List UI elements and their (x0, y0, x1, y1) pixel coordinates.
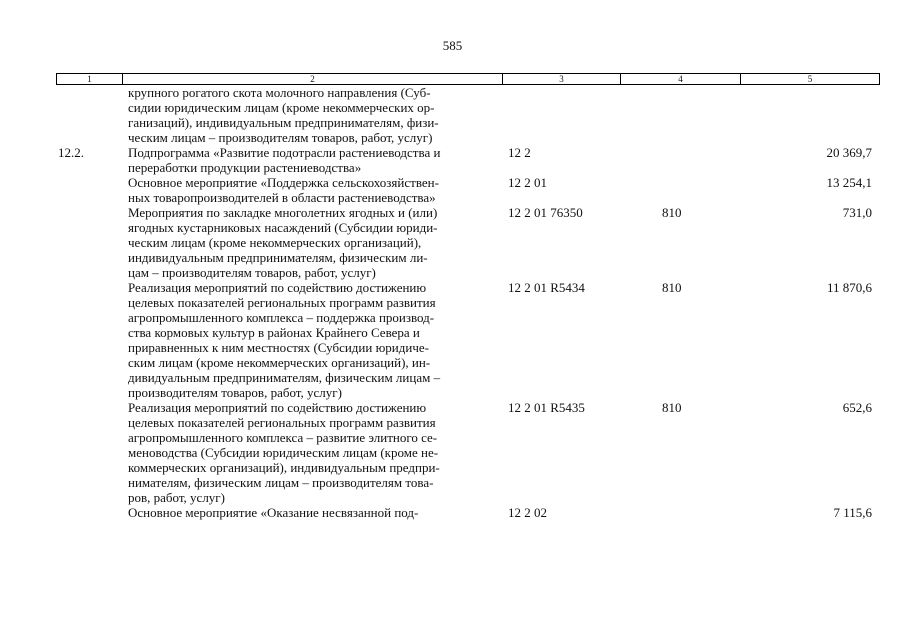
table-row (56, 85, 880, 145)
description-line: Подпрограмма «Развитие подотрасли растениеводства и (128, 145, 441, 160)
row-code: 12 2 01 R5435 (508, 400, 585, 415)
row-description (122, 505, 502, 520)
description-line: целевых показателей региональных программ развития (128, 415, 436, 430)
description-line: Реализация мероприятий по содействию достижению (128, 400, 427, 415)
row-code: 12 2 (508, 145, 531, 160)
table-row (56, 145, 880, 175)
row-number (56, 175, 122, 205)
table-row (56, 175, 880, 205)
description-line: Мероприятия по закладке многолетних ягодных и (или) (128, 205, 438, 220)
row-number (56, 505, 122, 520)
table-row (56, 280, 880, 400)
row-expense-type (620, 145, 740, 175)
header-col-2: 2 (123, 74, 503, 84)
description-line: цам – производителям товаров, работ, услуг) (128, 265, 376, 280)
description-line: ягодных кустарниковых насаждений (Субсидии юриди- (128, 220, 438, 235)
header-col-4: 4 (621, 74, 741, 84)
description-line: агропромышленного комплекса – развитие элитного се- (128, 430, 438, 445)
row-number (56, 280, 122, 400)
row-description (122, 145, 502, 175)
table-body (56, 85, 880, 520)
row-number (56, 205, 122, 280)
description-line: коммерческих организаций), индивидуальным предпри- (128, 460, 440, 475)
description-line: ческим лицам (кроме некоммерческих организаций), (128, 235, 422, 250)
row-code: 12 2 01 R5434 (508, 280, 585, 295)
row-description (122, 85, 502, 145)
row-expense-type: 810 (662, 400, 682, 415)
description-line: ров, работ, услуг) (128, 490, 225, 505)
row-description (122, 400, 502, 505)
table-row (56, 205, 880, 280)
row-description (122, 175, 502, 205)
row-number: 12.2. (58, 145, 84, 160)
description-line: переработки продукции растениеводства» (128, 160, 362, 175)
description-line: сидии юридическим лицам (кроме некоммерческих ор- (128, 100, 435, 115)
row-expense-type (620, 175, 740, 205)
description-line: ганизаций), индивидуальным предпринимателям, физи- (128, 115, 439, 130)
table-header (56, 73, 880, 85)
row-expense-type: 810 (662, 280, 682, 295)
description-line: целевых показателей региональных программ развития (128, 295, 436, 310)
description-line: ных товаропроизводителей в области растениеводства» (128, 190, 436, 205)
page-number: 585 (442, 38, 463, 53)
budget-table (56, 73, 880, 520)
description-line: крупного рогатого скота молочного направления (Суб- (128, 85, 431, 100)
row-number (56, 400, 122, 505)
row-amount: 731,0 (842, 205, 872, 220)
description-line: ским лицам (кроме некоммерческих организаций), ин- (128, 355, 431, 370)
row-amount: 13 254,1 (826, 175, 872, 190)
description-line: приравненных к ним местностях (Субсидии юридиче- (128, 340, 429, 355)
row-amount: 652,6 (842, 400, 872, 415)
description-line: агропромышленного комплекса – поддержка производ- (128, 310, 435, 325)
row-expense-type (620, 505, 740, 520)
row-expense-type: 810 (662, 205, 682, 220)
description-line: Основное мероприятие «Поддержка сельскохозяйствен- (128, 175, 439, 190)
header-col-5: 5 (807, 74, 813, 84)
row-description (122, 205, 502, 280)
description-line: Основное мероприятие «Оказание несвязанной под- (128, 505, 419, 520)
description-line: ческим лицам – производителям товаров, работ, услуг) (128, 130, 433, 145)
header-col-3: 3 (503, 74, 621, 84)
description-line: индивидуальным предпринимателям, физическим ли- (128, 250, 428, 265)
row-amount: 7 115,6 (833, 505, 872, 520)
row-amount: 20 369,7 (826, 145, 872, 160)
row-number (56, 85, 122, 145)
row-amount (740, 85, 878, 145)
row-amount: 11 870,6 (826, 280, 872, 295)
table-row (56, 505, 880, 520)
row-code: 12 2 01 76350 (508, 205, 583, 220)
row-code: 12 2 02 (508, 505, 547, 520)
description-line: нимателям, физическим лицам – производителям това- (128, 475, 434, 490)
row-code: 12 2 01 (508, 175, 547, 190)
table-row (56, 400, 880, 505)
description-line: меноводства (Субсидии юридическим лицам (кроме не- (128, 445, 439, 460)
description-line: производителям товаров, работ, услуг) (128, 385, 342, 400)
row-code (502, 85, 620, 145)
row-description (122, 280, 502, 400)
row-expense-type (620, 85, 740, 145)
description-line: Реализация мероприятий по содействию достижению (128, 280, 427, 295)
header-col-1: 1 (57, 74, 123, 84)
description-line: дивидуальным предпринимателям, физическим лицам – (128, 370, 441, 385)
description-line: ства кормовых культур в районах Крайнего Севера и (128, 325, 420, 340)
